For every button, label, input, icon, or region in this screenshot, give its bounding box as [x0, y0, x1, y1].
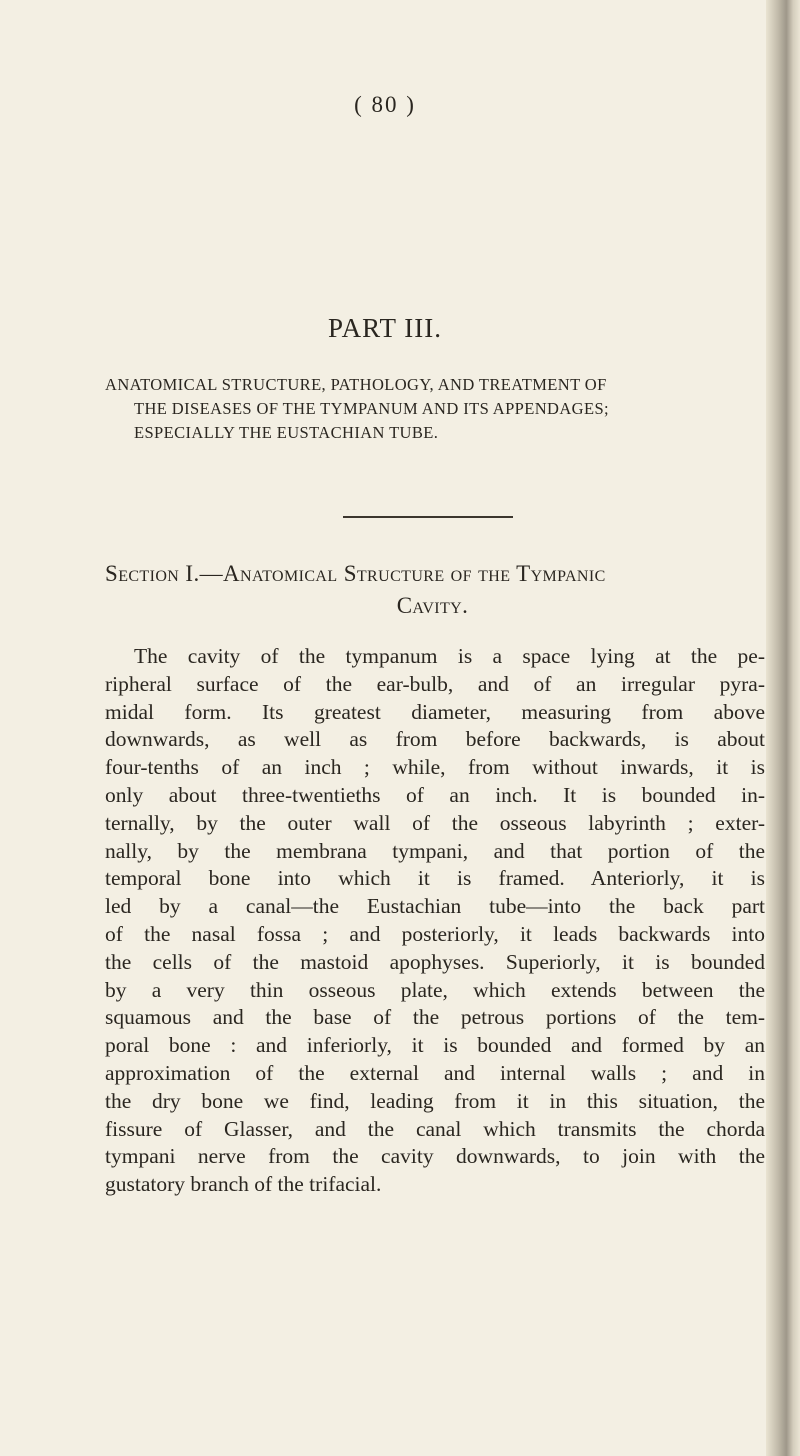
page-number: ( 80 ) [354, 92, 416, 117]
body-line: temporal bone into which it is framed. Anteriorly, it is [105, 866, 765, 891]
body-line: The cavity of the tympanum is a space lying at the pe- [134, 644, 765, 668]
body-line: four-tenths of an inch ; while, from without inwards, it is [105, 755, 765, 780]
section-heading-line: Section I.—Anatomical Structure of the Tympanic [105, 561, 606, 586]
part-subtitle-line: ANATOMICAL STRUCTURE, PATHOLOGY, AND TREATMENT OF [105, 375, 607, 394]
body-line: fissure of Glasser, and the canal which transmits the chorda [105, 1116, 765, 1141]
section-heading-line: Cavity. [396, 593, 469, 618]
body-line: gustatory branch of the trifacial. [105, 1172, 382, 1197]
body-line: of the nasal fossa ; and posteriorly, it leads backwards into [105, 921, 765, 946]
body-line: tympani nerve from the cavity downwards, to join with the [105, 1144, 765, 1169]
body-line: by a very thin osseous plate, which extends between the [105, 977, 765, 1002]
body-line: midal form. Its greatest diameter, measuring from above [105, 699, 765, 724]
section-divider [343, 516, 513, 518]
section-heading [105, 558, 760, 622]
page-edge-shadow [766, 0, 800, 1456]
body-line: downwards, as well as from before backwards, is about [105, 727, 765, 752]
body-line: poral bone : and inferiorly, it is bounded and formed by an [105, 1033, 765, 1058]
part-title: PART III. [328, 313, 442, 343]
body-line: approximation of the external and internal walls ; and in [105, 1060, 765, 1085]
part-subtitle [105, 373, 755, 445]
body-line: led by a canal—the Eustachian tube—into the back part [105, 894, 765, 919]
part-subtitle-line: THE DISEASES OF THE TYMPANUM AND ITS APPENDAGES; [134, 399, 610, 418]
body-line: the dry bone we find, leading from it in this situation, the [105, 1088, 765, 1113]
body-line: nally, by the membrana tympani, and that portion of the [105, 838, 765, 863]
part-subtitle-line: ESPECIALLY THE EUSTACHIAN TUBE. [134, 423, 439, 442]
body-line: ripheral surface of the ear-bulb, and of an irregular pyra- [105, 671, 765, 696]
body-paragraph [105, 643, 765, 1199]
body-line: only about three-twentieths of an inch. It is bounded in- [105, 782, 765, 807]
body-line: the cells of the mastoid apophyses. Superiorly, it is bounded [105, 949, 765, 974]
body-line: ternally, by the outer wall of the osseous labyrinth ; exter- [105, 810, 765, 835]
body-line: squamous and the base of the petrous portions of the tem- [105, 1005, 765, 1030]
